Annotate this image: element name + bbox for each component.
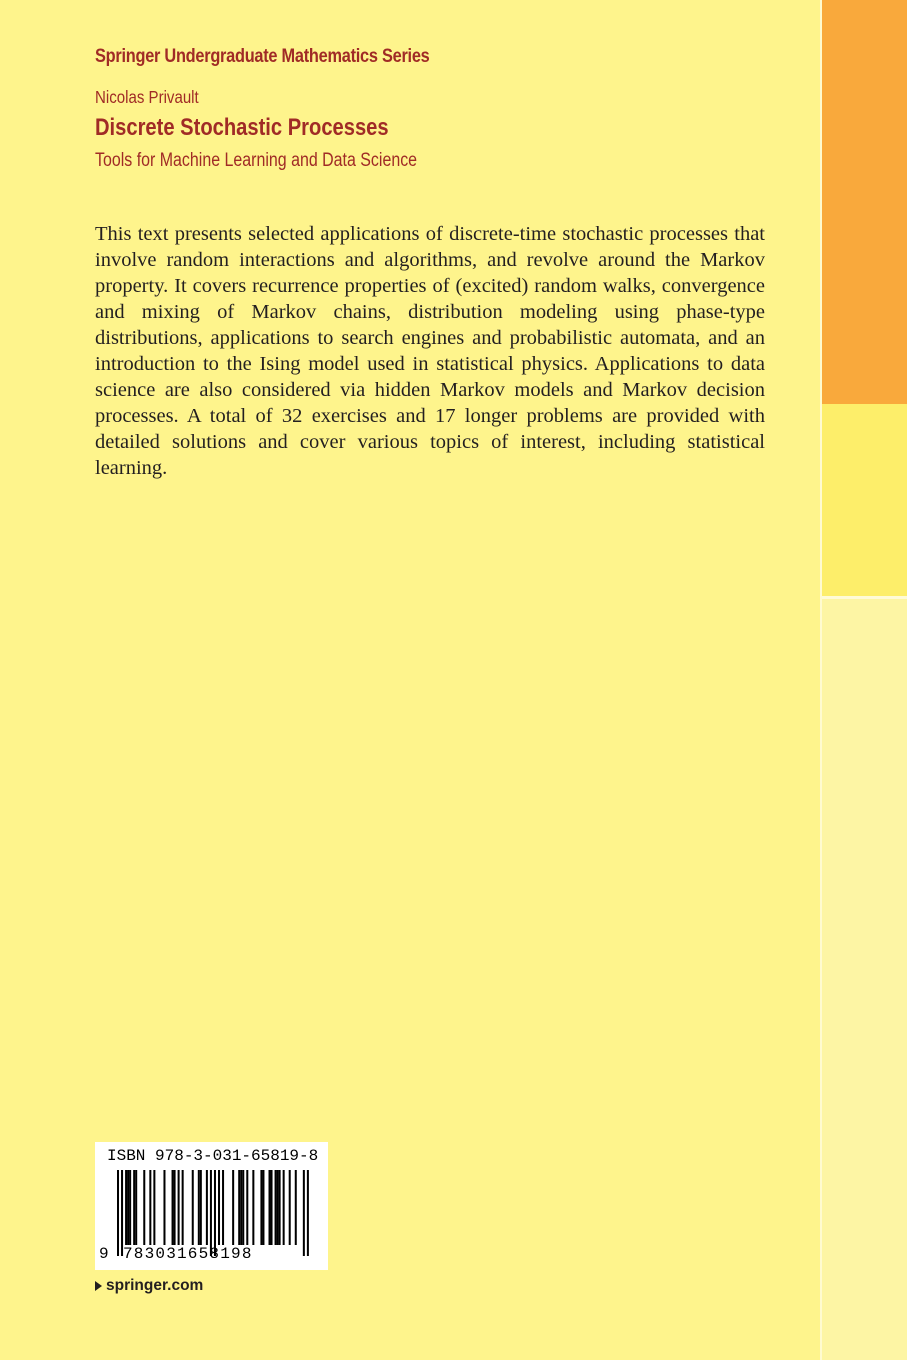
book-title: Discrete Stochastic Processes	[95, 114, 389, 141]
barcode-bar	[240, 1170, 242, 1245]
barcode-bar	[149, 1170, 151, 1245]
barcode-bar	[163, 1170, 165, 1245]
barcode-bar	[200, 1170, 202, 1245]
barcode-bar	[143, 1170, 145, 1245]
triangle-right-icon	[95, 1281, 102, 1291]
isbn-label: ISBN 978-3-031-65819-8	[107, 1147, 319, 1165]
barcode-bar	[174, 1170, 176, 1245]
barcode-bar	[295, 1170, 297, 1245]
barcode-bar	[127, 1170, 129, 1245]
publisher-website[interactable]	[95, 1276, 203, 1296]
barcode-bar	[121, 1170, 123, 1256]
strip-orange-block	[822, 0, 907, 404]
barcode-bar	[117, 1170, 119, 1256]
barcode-bar	[178, 1170, 180, 1245]
barcode-bar	[232, 1170, 234, 1245]
barcode-bar	[218, 1170, 220, 1245]
barcode-bar	[125, 1170, 127, 1245]
barcode-first-digit: 9	[99, 1245, 109, 1263]
barcode-bar	[289, 1170, 291, 1245]
barcode-bar	[279, 1170, 281, 1245]
barcode-bar	[129, 1170, 131, 1245]
side-color-strip	[820, 0, 907, 1360]
barcode-bar	[214, 1170, 216, 1256]
barcode-bar	[182, 1170, 184, 1245]
barcode-bar	[271, 1170, 273, 1245]
barcode-bar	[242, 1170, 244, 1245]
barcode-bar	[172, 1170, 174, 1245]
barcode-bar	[260, 1170, 262, 1245]
barcode-bar	[198, 1170, 200, 1245]
barcode-bar	[238, 1170, 240, 1245]
strip-pale-block	[822, 599, 907, 1360]
barcode-bar	[277, 1170, 279, 1245]
barcode-bar	[252, 1170, 254, 1245]
barcode-bar	[133, 1170, 135, 1245]
barcode-bar	[303, 1170, 305, 1256]
website-text: springer.com	[106, 1277, 204, 1294]
series-name: Springer Undergraduate Mathematics Series	[95, 46, 430, 67]
book-description: This text presents selected applications of discrete-time stochastic processes that involve random interactions and algorithms, and revolve around the Markov property. It covers recurrence properties of (excited) random walks, convergence and mixing of Markov chains, distribution modeling using phase-type distributions, applications to search engines and probabilistic automata, and an introduction to the Ising model used in statistical physics. Applications to data science are also considered via hidden Markov models and Markov decision processes. A total of 32 exercises and 17 longer problems are provided with detailed solutions and cover various topics of interest, including statistical learning.	[95, 223, 765, 479]
barcode-digits: 783031658198	[123, 1245, 253, 1263]
barcode-bar	[307, 1170, 309, 1256]
barcode-bar	[269, 1170, 271, 1245]
barcode-bar	[135, 1170, 137, 1245]
barcode-bar	[283, 1170, 285, 1245]
barcode-bar	[206, 1170, 208, 1245]
strip-yellow-block	[822, 404, 907, 596]
book-subtitle: Tools for Machine Learning and Data Science	[95, 150, 418, 171]
barcode-bar	[192, 1170, 194, 1245]
barcode-bar	[222, 1170, 224, 1245]
author-name: Nicolas Privault	[95, 87, 199, 107]
barcode-bar	[246, 1170, 248, 1245]
barcode-bar	[275, 1170, 277, 1245]
barcode-bar	[210, 1170, 212, 1256]
barcode-bar	[262, 1170, 264, 1245]
isbn-barcode	[95, 1142, 328, 1270]
barcode-bar	[153, 1170, 155, 1245]
